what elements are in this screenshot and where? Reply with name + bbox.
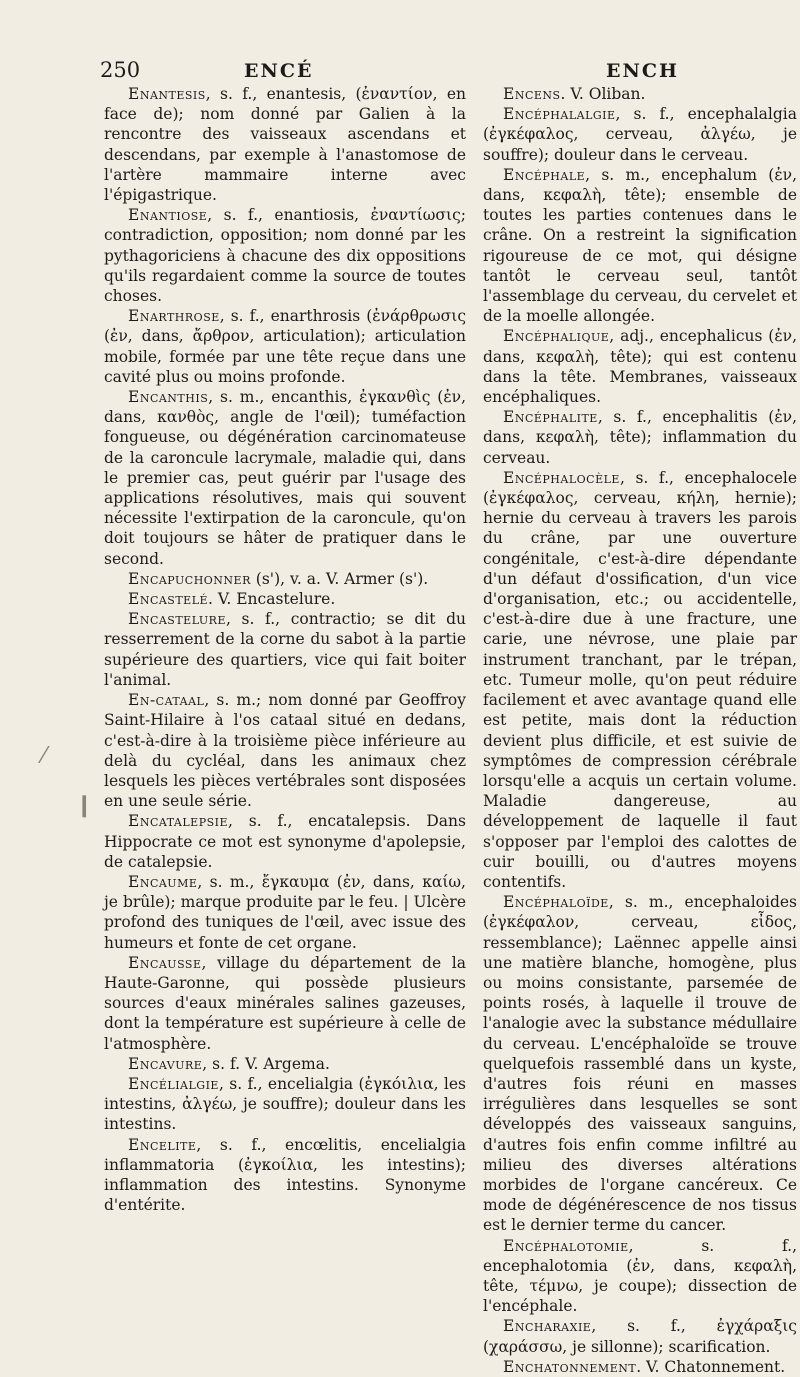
entry-headword: Encélialgie — [128, 1074, 219, 1093]
entry — [483, 165, 797, 327]
entry-text: , s. m., encanthis, ἐγκανθὶς (ἐν, dans, κανθὸς, angle de l'œil); tuméfaction fongueuse, ou dégénération carcinomateuse de la caroncule lacrymale, maladie qui, dans le premier cas, peut guérir par l'usage des applications résolutives, mais qui souvent nécessite l'extirpation de la caroncule, qu'on doit toujours se hâter de pratiquer dans le second. — [104, 388, 466, 568]
entry-text: , s. f., encelialgia (ἐγκόιλια, les intestins, ἀλγέω, je souffre); douleur dans les intestins. — [104, 1074, 466, 1134]
entry-text: , s. f., encephalotomia (ἐν, dans, κεφαλὴ, tête, τέμνω, je coupe); dissection de l'encéphale. — [483, 1236, 797, 1316]
entry-headword: Encaume — [128, 872, 198, 891]
entry-text: , s. f., encatalepsis. Dans Hippocrate ce mot est synonyme d'apolepsie, de catalepsie. — [104, 812, 466, 871]
entry-headword: Encatalepsie — [128, 812, 229, 831]
entry — [104, 609, 466, 690]
entry — [104, 953, 466, 1054]
entry-text: , s. f., ἐγχάραξις (χαράσσω, je sillonne); scarification. — [483, 1317, 797, 1356]
entry-headword: Encéphalalgie — [503, 105, 616, 124]
entry-text: , s. f., encephalocele (ἐγκέφαλος, cerveau, κήλη, hernie); hernie du cerveau à travers les parois du crâne, par une ouverture congénitale, c'est-à-dire dépendante d'un défaut d'ossification, d'un vice d'organisation, etc.; ou accidentelle, c'est-à-dire due à une fracture, une carie, une névrose, une plaie par instrument tranchant, par le trépan, etc. Tumeur molle, qu'on peut réduire facilement et avec avantage quand elle est petite, mais dont la réduction devient plus difficile, et est suivie de symptômes de compression cérébrale lorsqu'elle a acquis un certain volume. Maladie dangereuse, au développement de laquelle il faut s'opposer par l'emploi des calottes de cuir bouilli, ou d'autres moyens contentifs. — [483, 468, 797, 891]
entry-headword: Encastelé — [128, 590, 209, 609]
entry-text: , s. f. V. Argema. — [202, 1054, 330, 1073]
entry-text: . V. Encastelure. — [208, 590, 336, 609]
entry — [104, 1054, 466, 1074]
entry-headword: En-cataal — [128, 691, 205, 710]
entry — [104, 1074, 466, 1135]
entry-headword: Enchatonnement — [503, 1357, 637, 1376]
entry-headword: Encapuchonner — [128, 569, 251, 588]
entry — [104, 872, 466, 953]
page-header — [0, 0, 800, 84]
entry — [483, 892, 797, 1235]
entry-headword: Encéphale — [503, 165, 586, 184]
entry-headword: Enarthrose — [128, 307, 220, 326]
entry-headword: Encanthis — [128, 388, 209, 407]
entry — [483, 1236, 797, 1317]
running-head-right: ENCH — [606, 60, 679, 82]
entry-headword: Encéphalotomie — [503, 1236, 629, 1255]
page-number: 250 — [100, 58, 141, 82]
entry — [483, 326, 797, 407]
entry-text: , s. f., enantesis, (ἐναντίον, en face de); nom donné par Galien à la rencontre des vaisseaux ascendans et descendans, par exemple à l'anastomose de l'artère mammaire interne avec l'épigastrique. — [104, 85, 466, 205]
entry-headword: Encharaxie — [503, 1317, 592, 1336]
entry-headword: Encelite — [128, 1135, 197, 1154]
entry-text: , s. f., encephalalgia (ἐγκέφαλος, cerveau, ἀλγέω, je souffre); douleur dans le cerveau. — [483, 105, 797, 164]
entry — [104, 205, 466, 306]
entry — [483, 1316, 797, 1356]
entry-text: , s. f., enarthrosis (ἐνάρθρωσις (ἐν, dans, ἄρθρον, articulation); articulation mobile, formée par une tête reçue dans une cavité plus ou moins profonde. — [104, 307, 466, 386]
entry-headword: Enantiose — [128, 206, 208, 225]
running-head-left: ENCÉ — [244, 60, 314, 82]
entry-headword: Encéphaloïde — [503, 893, 609, 912]
entry-headword: Encéphalocèle — [503, 468, 620, 487]
entry — [104, 811, 466, 872]
entry — [483, 1357, 797, 1377]
entry-text: , s. f., enantiosis, ἐναντίωσις; contradiction, opposition; nom donné par les pythagoriciens à chacune des dix oppositions qu'ils regardaient comme la source de toutes choses. — [104, 206, 466, 306]
entry-text: , s. f., encephalitis (ἐν, dans, κεφαλὴ, tête); inflammation du cerveau. — [483, 408, 797, 467]
entry-text: , s. m., encephalum (ἐν, dans, κεφαλὴ, tête); ensemble de toutes les parties contenues dans le crâne. On a restreint la signification rigoureuse de ce mot, qui désigne tantôt le cerveau seul, tantôt l'assemblage du cerveau, du cervelet et de la moelle allongée. — [483, 165, 797, 326]
entry-text: . V. Chatonnement. — [636, 1357, 786, 1376]
entry — [483, 468, 797, 892]
right-column — [483, 84, 797, 1377]
entry — [104, 84, 466, 205]
entry-headword: Encéphalite — [503, 408, 598, 427]
entry — [104, 569, 466, 589]
entry-text: , s. m.; nom donné par Geoffroy Saint-Hilaire à l'os cataal situé en dedans, c'est-à-dire à la troisième pièce inférieure au delà du cycléal, dans les animaux chez lesquels les pièces vertébrales sont disposées en une seule série. — [104, 691, 466, 811]
entry-text: , s. m., encephaloides (ἐγκέφαλον, cerveau, εἶδος, ressemblance); Laënnec appelle ainsi une matière blanche, homogène, plus ou moins consistante, parsemée de points rosés, à laquelle il trouve de l'analogie avec la substance médullaire du cerveau. L'encéphaloïde se trouve quelquefois rassemblé dans un kyste, d'autres fois réuni en masses irrégulières dans lesquelles se sont développés des vaisseaux sanguins, d'autres fois enfin comme infiltré au milieu des diverses altérations morbides de l'organe cancéreux. Ce mode de dégénérescence de nos tissus est le dernier terme du cancer. — [483, 893, 797, 1235]
entry — [104, 1135, 466, 1216]
entry-headword: Encausse — [128, 953, 202, 972]
left-column — [104, 84, 466, 1215]
entry-text: , village du département de la Haute-Garonne, qui possède plusieurs sources d'eaux minérales salines gazeuses, dont la température est supérieure à celle de l'atmosphère. — [104, 953, 466, 1053]
entry-headword: Enantesis — [128, 85, 206, 103]
margin-dash-mark: ⁄ — [42, 744, 46, 769]
entry-headword: Encavure — [128, 1054, 203, 1073]
entry-text: , s. f., contractio; se dit du resserrement de la corne du sabot à la partie supérieure des quartiers, vice qui fait boiter l'animal. — [104, 610, 466, 689]
entry-text: , s. f., encœlitis, encelialgia inflammatoria (ἐγκοίλια, les intestins); inflammation des intestins. Synonyme d'entérite. — [104, 1135, 466, 1215]
entry — [104, 690, 466, 811]
entry — [104, 306, 466, 387]
entry — [104, 589, 466, 609]
entry-text: (s'), v. a. V. Armer (s'). — [250, 569, 429, 588]
entry-headword: Encastelure — [128, 610, 226, 629]
entry — [483, 84, 797, 104]
margin-smudge-mark: ❙ — [75, 793, 94, 818]
entry-text: , adj., encephalicus (ἐν, dans, κεφαλὴ, tête); qui est contenu dans la tête. Membranes, vaisseaux encéphaliques. — [483, 327, 797, 407]
entry — [483, 104, 797, 165]
entry-headword: Encéphalique — [503, 327, 610, 346]
entry-headword: Encens — [503, 85, 561, 103]
entry-text: , s. m., ἔγκαυμα (ἐν, dans, καίω, je brûle); marque produite par le feu. | Ulcère profond des tuniques de l'œil, avec issue des humeurs et fonte de cet organe. — [104, 872, 466, 952]
entry-text: . V. Oliban. — [560, 85, 646, 103]
entry — [104, 387, 466, 569]
entry — [483, 407, 797, 468]
